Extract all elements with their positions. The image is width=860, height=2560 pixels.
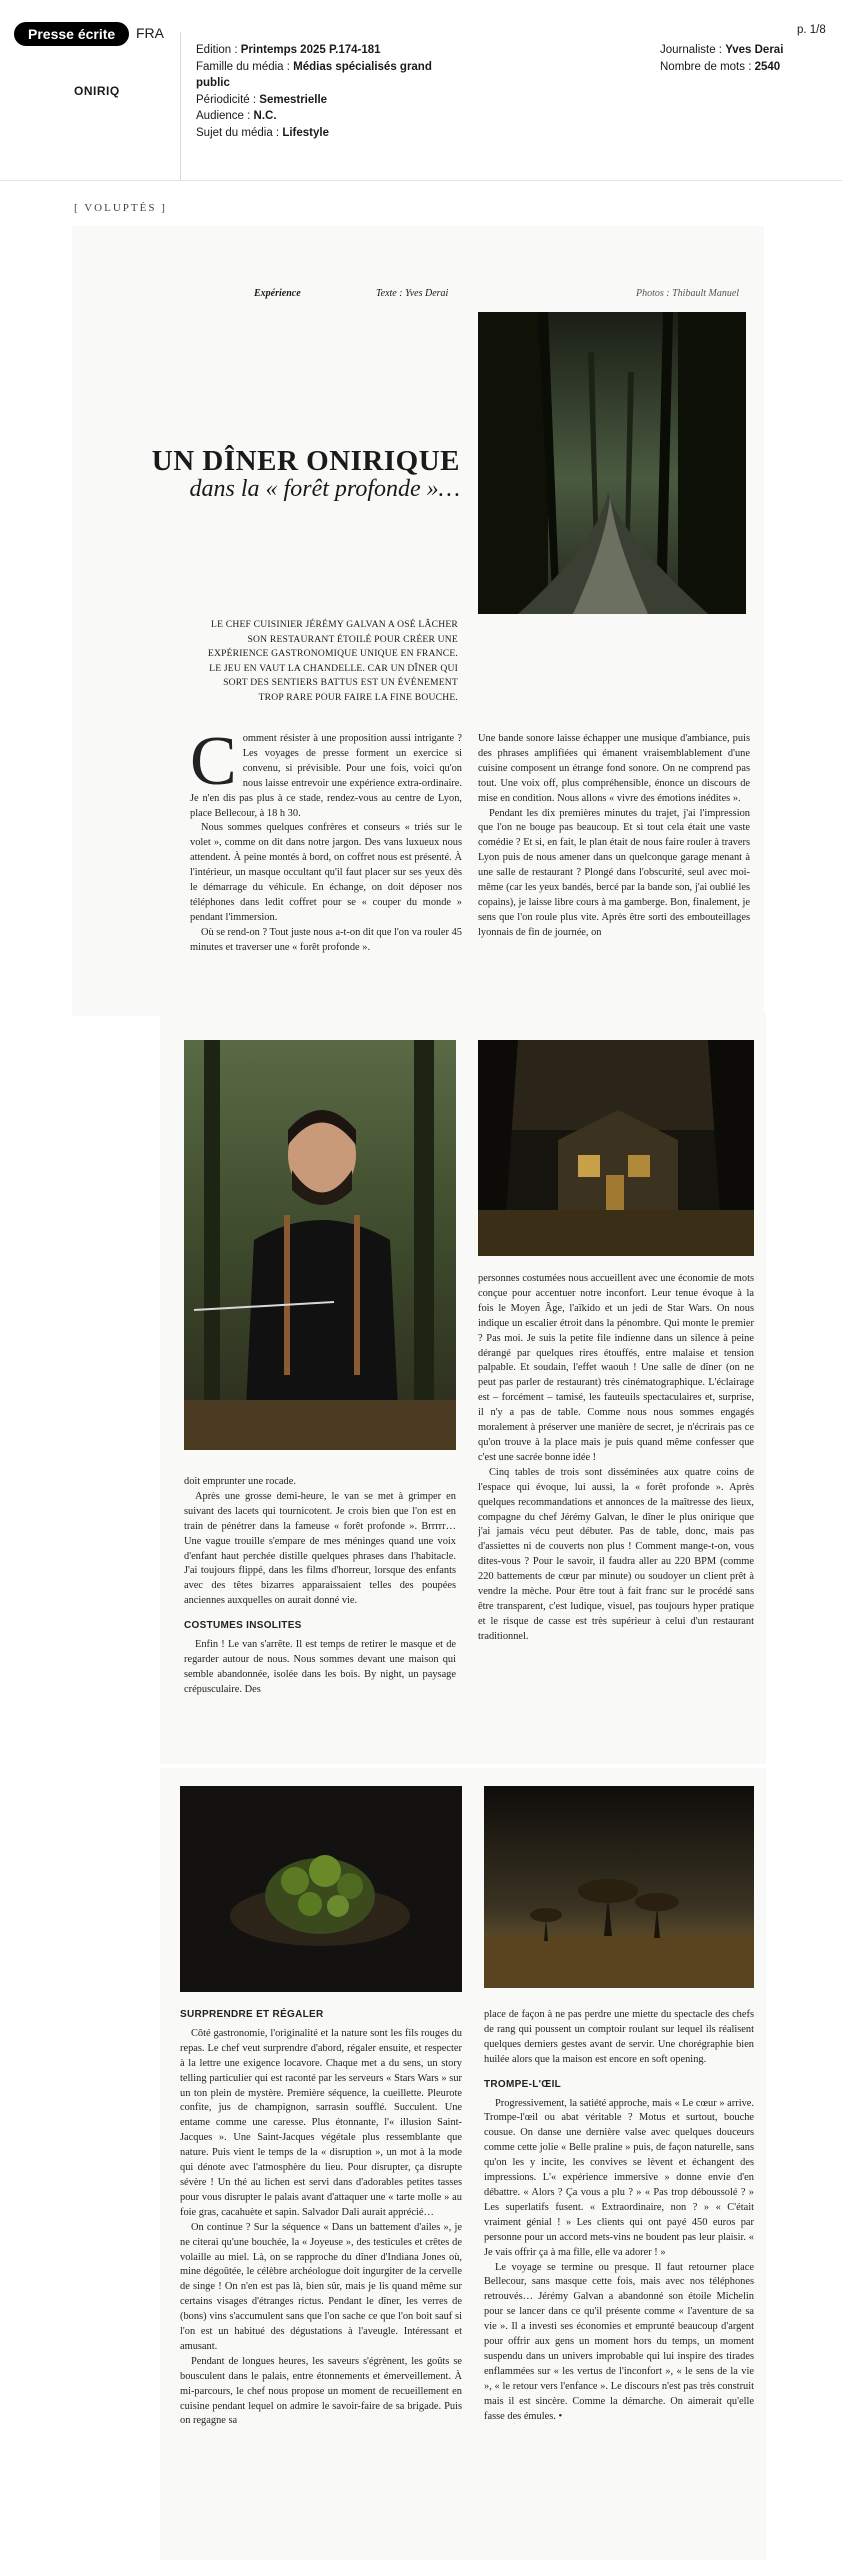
subheading-surprendre: SURPRENDRE ET RÉGALER bbox=[180, 2009, 324, 2020]
language-label: FRA bbox=[136, 25, 164, 41]
photo-credit: Photos : Thibault Manuel bbox=[636, 288, 740, 299]
dish-photo bbox=[180, 1786, 462, 1992]
tree-landscape-photo bbox=[484, 1786, 754, 1988]
article-title: UN DÎNER ONIRIQUE bbox=[151, 445, 460, 477]
meta-audience: Audience : N.C. bbox=[196, 110, 277, 122]
drop-cap: C bbox=[190, 732, 237, 800]
journalist-meta bbox=[660, 42, 783, 75]
header-divider bbox=[180, 32, 181, 180]
page2-column-right: personnes costumées nous accueillent avec une économie de mots conçue pour accentuer notre inconfort. Leur tenue évoque à la fois le Moyen Âge, l'aïkido et un jedi de Star Wars. On nous indique un escalier étroit dans la pénombre. Qui monte le premier ? Pas moi. Je suis la petite file indienne dans un silence à peine dérangé par quelques rires étouffés, entre malaise et tension palpable. Et soudain, l'effet waouh ! Une salle de dîner (on ne peut pas parler de restaurant) très cinématographique. L'éclairage est – forcément – tamisé, les fauteuils spectaculaires et, surprise, il n'y a pas de table. Comme nous nous sommes engagés moralement à préserver une manière de secret, je n'écrirais pas ce qu'on trouve à la place mais je puis quand même confesser que c'est une sacrée bonne idée ! Cinq tables de trois sont disséminées aux quatre coins de l'espace qui évoque, lui aussi, la « forêt profonde ». Après quelques recommandations et annonces de la maîtresse des lieux, compagne du chef Jérémy Galvan, le dîner le plus onirique que j'ai jamais vécu peut débuter. Pas de table, donc, mais pas d'assiettes ni de couverts non plus ! Comment mange-t-on, vous dites-vous ? Pour le savoir, il faudra aller au 220 BPM (comme 220 battements de cœur par minute) ou soudoyer un client prêt à vendre la mèche. Pour être tout à fait franc sur le procédé sans être transparent, c'est ludique, visuel, pas toujours hyper pratique et le risque de casse est très supérieur à celui d'un restaurant traditionnel. bbox=[478, 1273, 754, 1642]
chef-portrait-photo bbox=[184, 1040, 456, 1450]
page1-column-right: Une bande sonore laisse échapper une musique d'ambiance, puis des phrases amplifiées qui émanent vraisemblablement d'une cuisine composent un étrange fond sonore. On ne comprend pas tout. Une voix off, plus compréhensible, énonce un discours de mise en condition. Nous allons « vivre des émotions inédites ». Pendant les dix premières minutes du trajet, j'ai l'impression que l'on ne bouge pas beaucoup. Et si tout cela était une vaste comédie ? Et si, en fait, le plan était de nous faire rouler à travers Lyon puis de nous amener dans un quelconque garage menant à une salle de restaurant ? Plongé dans l'obscurité, seul avec moi-même (car les yeux bandés, bercé par la bande son, j'ai oublié les copains), je laisse libre cours à ma gamberge. Bon, finalement, je sens que l'on roule plus vite. Après être sorti des embouteillages lyonnais de fin de journée, on bbox=[478, 733, 750, 938]
rubric-label: Expérience bbox=[254, 288, 301, 299]
edition-meta bbox=[196, 42, 466, 141]
meta-journalist: Journaliste : Yves Derai bbox=[660, 44, 784, 56]
forest-road-photo bbox=[478, 312, 746, 614]
meta-family: Famille du média : Médias spécialisés grand public bbox=[196, 60, 432, 89]
publication-name: ONIRIQ bbox=[74, 84, 120, 98]
author-credit: Texte : Yves Derai bbox=[376, 288, 449, 299]
meta-subject: Sujet du média : Lifestyle bbox=[196, 126, 329, 139]
page2-column-left: doit emprunter une rocade. Après une grosse demi-heure, le van se met à grimper en suivant des lacets qui tournicotent. Je crois bien que l'on est en train de pénétrer dans la fameuse « forêt profonde ». Brrrrr… Une vague trouille s'empare de mes méninges quand une voix d'enfant haut perchée distille quelques phrases dans l'habitacle. J'ai toujours flippé, dans les films d'horreur, lorsque des enfants avec des têtes bizarres apparaissaient telles des poupées anciennes auxquelles on aurait donné vie. COSTUMES INSOLITES Enfin ! Le van s'arrête. Il est temps de retirer le masque et de regarder autour de nous. Nous sommes devant une maison qui semble abandonnée, isolée dans les bois. By night, un paysage crépusculaire. Des bbox=[184, 1476, 456, 1695]
header-separator bbox=[0, 180, 842, 181]
subheading-trompe-l-oeil: TROMPE-L'ŒIL bbox=[484, 2078, 562, 2090]
page-number: p. 1/8 bbox=[797, 24, 826, 36]
media-type-badge: Presse écrite bbox=[14, 22, 129, 46]
article-chapo: LE CHEF CUISINIER JÉRÉMY GALVAN A OSÉ LÂCHER SON RESTAURANT ÉTOILÉ POUR CRÉER UNE EXPÉRIENCE GASTRONOMIQUE UNIQUE EN FRANCE. LE JEU EN VAUT LA CHANDELLE. CAR UN DÎNER QUI SORT DES SENTIERS BATTUS EST UN ÉVÉNEMENT TROP RARE POUR FAIRE LA FINE BOUCHE. bbox=[207, 619, 458, 703]
page3-column-left: SURPRENDRE ET RÉGALER Côté gastronomie, l'originalité et la nature sont les fils rouges du repas. Le chef veut surprendre d'abord, régaler ensuite, et respecter à la lettre une exigence locavore. Chaque met a du sens, un story telling particulier qui est raconté par les serveurs « Stars Wars » sur un ton plein de mystère. Première séquence, la cueillette. Pleurote confite, jus de champignon, sarrasin soufflé. Succulent. Une entame comme une caresse. Plus étonnante, l'« illusion Saint-Jacques ». Une Saint-Jacques végétale plus ressemblante que nature. Puis vient le temps de la « disruption », un mot à la mode qui dénote avec l'atmosphère du lieu. Pour disrupter, ça disrupte sévère ! Un thé au lichen est servi dans d'adorables petites tasses pour vous disrupter le palais avant d'attaquer une « tarte molle » au foie gras, cacahuète et sapin. Salvador Dali aurait apprécié… On continue ? Sur la séquence « Dans un battement d'ailes », je ne citerai qu'une bouchée, la « Joyeuse », des testicules et crêtes de volaille au miel. Là, on se rapproche du dîner d'Indiana Jones où, mine dégoûtée, le célèbre archéologue doit ingurgiter de la cervelle de singe ! On n'en est pas là, bien sûr, mais je lis quand même sur certains visages d'étranges rictus. Pendant le dîner, les verres de (bons) vins s'accumulent sans que l'on sache ce que l'on boit sauf si l'on est un habitué des dégustations à l'aveugle. Intéressant et amusant. Pendant de longues heures, les saveurs s'égrènent, les goûts se bousculent dans le palais, entre étonnements et émerveillement. À mi-parcours, le chef nous propose un moment de recueillement en cuisine pendant lequel on admire le savoir-faire de sa brigade. Puis on regagne sa bbox=[180, 2009, 462, 2427]
page1-column-left: C omment résister à une proposition aussi intrigante ? Les voyages de presse forment un exercice si convenu, si prévisible. Pour une fois, voici qu'on nous laisse entrevoir une expérience extra-ordinaire. Je n'en dis pas plus à ce stade, rendez-vous au centre de Lyon, place Bellecour, à 18 h 30. Nous sommes quelques confrères et conseurs « triés sur le volet », comme on dit dans notre jargon. Des vans luxueux nous attendent. À peine montés à bord, on coffret nous est présenté. À l'intérieur, un masque occultant qu'il faut placer sur ses yeux dès le démarrage du véhicule. En échange, on doit déposer nos téléphones dans ledit coffret pour se « couper du monde » pendant l'immersion. Où se rend-on ? Tout juste nous a-t-on dit que l'on va rouler 45 minutes et traverser une « forêt profonde ». bbox=[190, 732, 462, 953]
meta-word-count: Nombre de mots : 2540 bbox=[660, 60, 781, 73]
section-label: [ VOLUPTÉS ] bbox=[74, 202, 167, 214]
house-night-photo bbox=[478, 1040, 754, 1256]
subheading-costumes: COSTUMES INSOLITES bbox=[184, 1620, 302, 1632]
meta-edition: Edition : Printemps 2025 P.174-181 bbox=[196, 44, 381, 56]
meta-periodicity: Périodicité : Semestrielle bbox=[196, 93, 328, 106]
page3-column-right: place de façon à ne pas perdre une miette du spectacle des chefs de rang qui poussent un comptoir roulant sur lequel ils réalisent quelques derniers gestes avant de servir. Une chorégraphie bien huilée alors que la maison est encore en soft opening. TROMPE-L'ŒIL Progressivement, la satiété approche, mais « Le cœur » arrive. Trompe-l'œil ou abat véritable ? Motus et surtout, bouche cousue. On danse une dernière valse avec quelques douceurs comme cette jolie « Belle praline » puis, de façon naturelle, sans qu'on les y incite, les convives se lèvent et échangent des impressions. L'« expérience immersive » donne envie d'en débattre. « Alors ? Ça vous a plu ? » « Pas trop déboussolé ? » Les superlatifs fusent. « Extraordinaire, non ? » « C'était vraiment génial ! » Les clients qui ont payé 450 euros par personne pour un accord mets-vins ne boudent pas leur plaisir. « Je vais offrir ça à ma fille, elle va adorer ! » Le voyage se termine ou presque. Il faut retourner place Bellecour, sans masque cette fois, mais avec nos téléphones retrouvés… Jérémy Galvan a abandonné son étoile Michelin pour se lancer dans ce qu'il présente comme « l'aventure de sa vie ». Il a investi ses économies et emprunté beaucoup d'argent pour offrir aux gens un moment hors du temps, un moment suspendu dans un univers improbable qui lui inspire des tirades enflammées sur « les vertus de l'inconfort », « le sens de la vie », « le retour vers l'enfance ». Le discours n'est pas très construit mais il est sincère. Comme la démarche. On aimerait qu'elle fasse des émules. • bbox=[484, 2009, 754, 2422]
article-subtitle: dans la « forêt profonde »… bbox=[189, 476, 460, 502]
